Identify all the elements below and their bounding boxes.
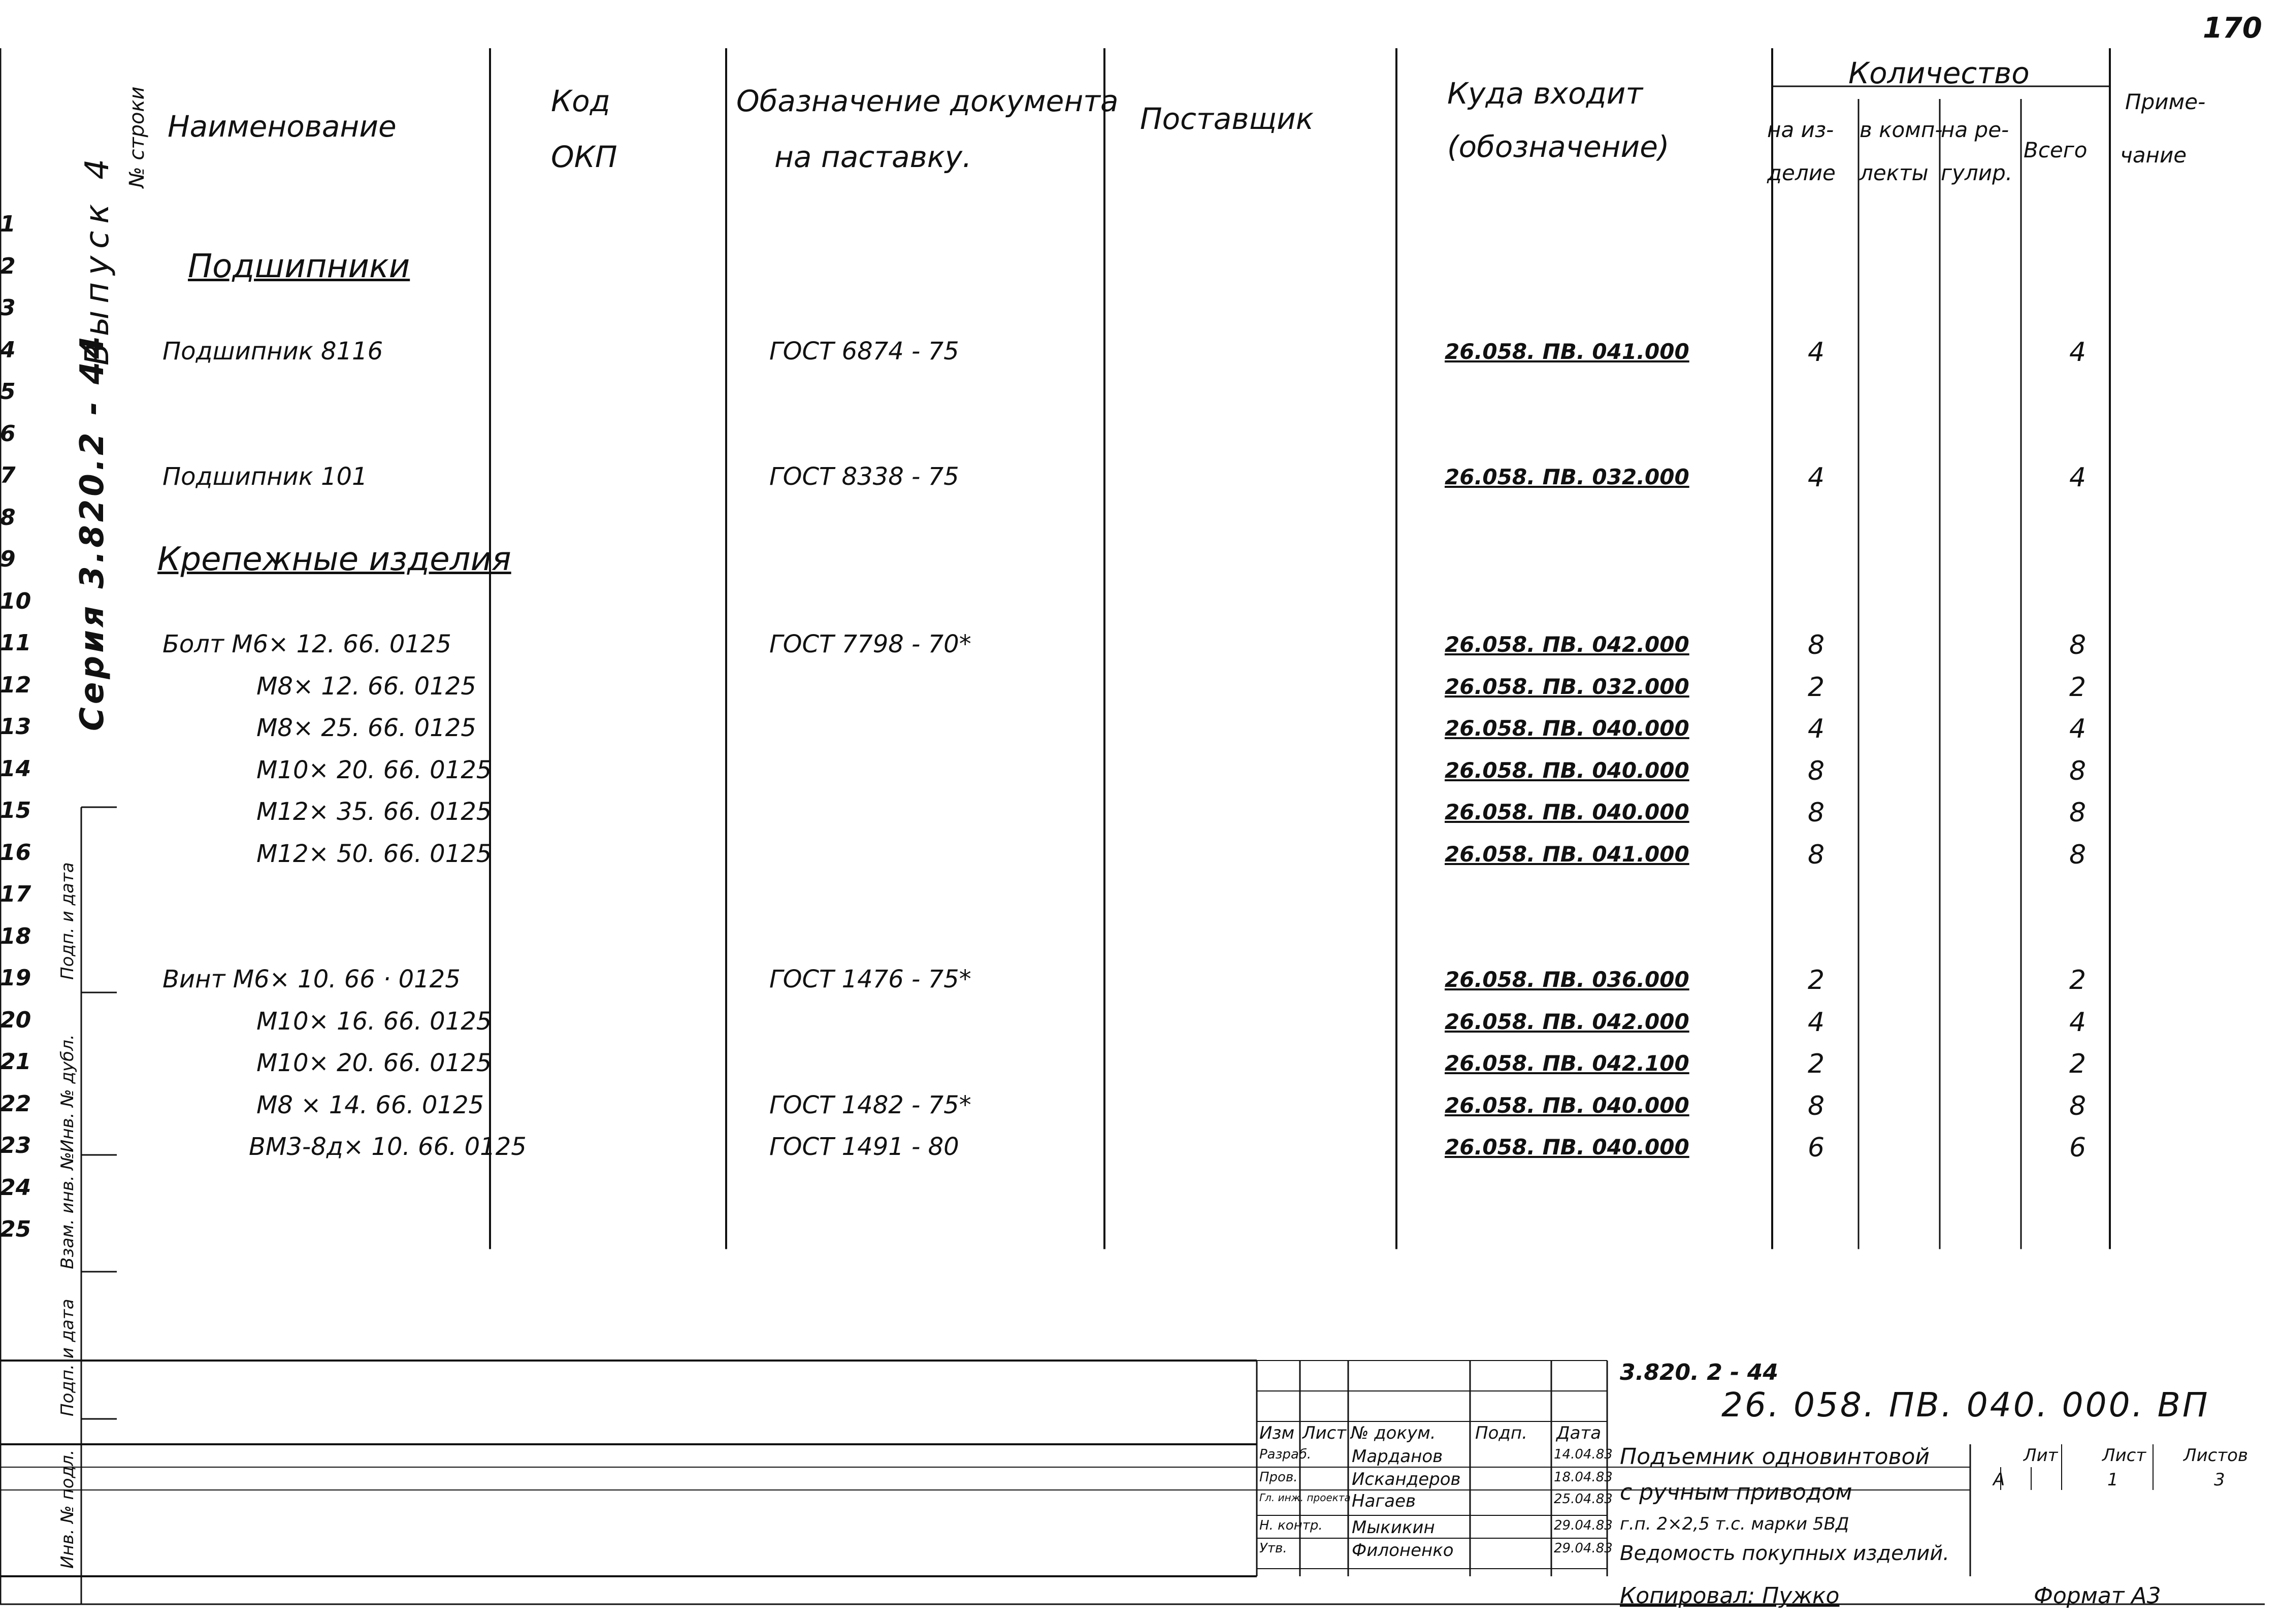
table-cell-qty-per-unit: 8 xyxy=(1808,755,1825,786)
title-block-name: Мыкикин xyxy=(1352,1517,1435,1538)
table-row-number: 17 xyxy=(0,881,31,907)
section-heading: Подшипники xyxy=(188,247,410,285)
header-doc-line1: Обазначение документа xyxy=(736,84,1119,118)
title-block-date: 14.04.83 xyxy=(1554,1447,1613,1462)
title-block-name: Искандеров xyxy=(1352,1469,1461,1489)
table-row-number: 8 xyxy=(0,504,16,531)
table-row-number: 9 xyxy=(0,546,16,572)
table-cell-name: М12× 35. 66. 0125 xyxy=(256,798,492,826)
table-row-number: 15 xyxy=(0,798,31,823)
copied-by: Копировал: Пужко xyxy=(1620,1583,1840,1609)
table-cell-where-used: 26.058. ПВ. 042.000 xyxy=(1445,1009,1689,1034)
table-cell-name: М12× 50. 66. 0125 xyxy=(256,839,492,868)
table-cell-name: М10× 20. 66. 0125 xyxy=(256,1049,492,1077)
table-cell-qty-per-unit: 8 xyxy=(1808,630,1825,660)
header-note-line1: Приме- xyxy=(2125,89,2206,114)
sheets-value: 3 xyxy=(2214,1470,2225,1490)
table-cell-qty-per-unit: 8 xyxy=(1808,798,1825,828)
table-row-number: 6 xyxy=(0,420,16,447)
table-cell-qty-total: 4 xyxy=(2069,1007,2087,1038)
side-field-sign-date: Подп. и дата xyxy=(57,862,78,980)
table-cell-name: ВМ3-8д× 10. 66. 0125 xyxy=(249,1133,527,1161)
table-cell-name: Подшипник 101 xyxy=(162,462,368,491)
table-cell-qty-per-unit: 6 xyxy=(1808,1133,1825,1163)
title-block-name: Филоненко xyxy=(1352,1540,1454,1561)
table-row-number: 10 xyxy=(0,588,31,614)
table-row-number: 7 xyxy=(0,462,16,488)
sheet-value: 1 xyxy=(2107,1470,2118,1490)
header-doc-line2: на паставку. xyxy=(774,140,972,174)
table-cell-document: ГОСТ 1482 - 75* xyxy=(769,1090,971,1119)
table-cell-qty-per-unit: 8 xyxy=(1808,1090,1825,1121)
header-q3-line1: на ре- xyxy=(1941,117,2009,142)
header-q2-line2: лекты xyxy=(1860,160,1929,185)
table-row-number: 12 xyxy=(0,672,31,698)
table-cell-document: ГОСТ 6874 - 75 xyxy=(769,337,959,366)
table-cell-qty-total: 8 xyxy=(2069,839,2087,870)
table-cell-qty-per-unit: 2 xyxy=(1808,965,1825,996)
table-cell-qty-total: 4 xyxy=(2069,714,2087,744)
series-label: Серия 3.820.2 - 44 xyxy=(74,333,111,731)
title-block-date: 18.04.83 xyxy=(1554,1470,1613,1485)
side-field-replace-inv: Взам. инв. № xyxy=(57,1152,78,1269)
lit-value: А xyxy=(1993,1470,2005,1490)
table-row-number: 24 xyxy=(0,1174,31,1201)
product-title-line1: Подъемник одновинтовой xyxy=(1620,1444,1930,1470)
header-q3-line2: гулир. xyxy=(1941,160,2013,185)
table-cell-qty-per-unit: 8 xyxy=(1808,839,1825,870)
table-cell-document: ГОСТ 1491 - 80 xyxy=(769,1133,959,1161)
table-row-number: 14 xyxy=(0,755,31,782)
side-field-orig-inv: Инв. № подл. xyxy=(57,1449,78,1569)
header-q2-line1: в комп- xyxy=(1860,117,1943,142)
table-cell-where-used: 26.058. ПВ. 032.000 xyxy=(1445,465,1689,489)
table-cell-where-used: 26.058. ПВ. 040.000 xyxy=(1445,800,1689,824)
title-block-role: Разраб. xyxy=(1259,1447,1312,1462)
table-cell-where-used: 26.058. ПВ. 042.000 xyxy=(1445,632,1689,657)
header-note-line2: чание xyxy=(2120,143,2187,168)
table-cell-where-used: 26.058. ПВ. 040.000 xyxy=(1445,1135,1689,1159)
document-designation: 26. 058. ПВ. 040. 000. ВП xyxy=(1721,1385,2210,1424)
header-supplier: Поставщик xyxy=(1140,102,1314,136)
table-row-number: 20 xyxy=(0,1007,31,1033)
table-row-number: 21 xyxy=(0,1049,31,1075)
side-field-dup-inv: Инв. № дубл. xyxy=(57,1034,78,1152)
table-row-number: 25 xyxy=(0,1216,31,1242)
header-where-line2: (обозначение) xyxy=(1447,129,1670,164)
product-title-line3: г.п. 2×2,5 т.с. марки 5ВД xyxy=(1620,1514,1849,1534)
table-cell-qty-total: 8 xyxy=(2069,798,2087,828)
section-heading: Крепежные изделия xyxy=(157,541,511,578)
table-cell-where-used: 26.058. ПВ. 042.100 xyxy=(1445,1051,1689,1076)
header-q1-line1: на из- xyxy=(1767,117,1834,142)
product-title-line4: Ведомость покупных изделий. xyxy=(1620,1542,1949,1565)
title-block-role: Утв. xyxy=(1259,1541,1287,1556)
table-cell-where-used: 26.058. ПВ. 040.000 xyxy=(1445,1092,1689,1118)
header-quantity: Количество xyxy=(1848,56,2030,90)
table-cell-qty-per-unit: 4 xyxy=(1808,1007,1825,1038)
table-row-number: 2 xyxy=(0,253,16,279)
page-number: 170 xyxy=(2203,12,2262,45)
sheets-label: Листов xyxy=(2183,1445,2248,1466)
table-row-number: 19 xyxy=(0,965,31,991)
header-q1-line2: делие xyxy=(1767,160,1836,185)
table-cell-document: ГОСТ 1476 - 75* xyxy=(769,965,971,993)
title-block-name: Нагаев xyxy=(1352,1491,1416,1511)
title-block-col-header: Подп. xyxy=(1475,1423,1527,1443)
title-block-name: Марданов xyxy=(1352,1446,1443,1467)
table-cell-where-used: 26.058. ПВ. 036.000 xyxy=(1445,967,1689,992)
table-cell-name: Болт М6× 12. 66. 0125 xyxy=(162,630,451,658)
table-row-number: 16 xyxy=(0,839,31,866)
table-row-number: 13 xyxy=(0,714,31,740)
table-row-number: 23 xyxy=(0,1133,31,1158)
table-cell-document: ГОСТ 7798 - 70* xyxy=(769,630,971,658)
table-cell-name: Винт М6× 10. 66 · 0125 xyxy=(162,965,461,993)
title-block-col-header: № докум. xyxy=(1351,1423,1436,1443)
table-cell-name: М10× 16. 66. 0125 xyxy=(256,1007,492,1036)
table-cell-qty-total: 8 xyxy=(2069,1090,2087,1121)
lit-label: Лит xyxy=(2024,1445,2058,1466)
header-total: Всего xyxy=(2024,138,2088,162)
table-cell-name: Подшипник 8116 xyxy=(162,337,383,366)
header-code-line1: Код xyxy=(551,84,610,118)
issue-label: Выпуск 4 xyxy=(79,151,116,366)
title-block-role: Пров. xyxy=(1259,1470,1298,1485)
table-row-number: 4 xyxy=(0,337,16,363)
table-cell-qty-total: 8 xyxy=(2069,630,2087,660)
table-cell-where-used: 26.058. ПВ. 032.000 xyxy=(1445,674,1689,699)
table-row-number: 1 xyxy=(0,211,16,237)
table-cell-qty-per-unit: 4 xyxy=(1808,337,1825,368)
title-block-date: 29.04.83 xyxy=(1554,1518,1613,1533)
table-cell-qty-total: 6 xyxy=(2069,1133,2087,1163)
header-name: Наименование xyxy=(168,109,397,144)
table-cell-qty-total: 8 xyxy=(2069,755,2087,786)
table-cell-where-used: 26.058. ПВ. 040.000 xyxy=(1445,757,1689,783)
table-cell-qty-total: 2 xyxy=(2069,965,2087,996)
table-cell-qty-per-unit: 4 xyxy=(1808,462,1825,493)
table-cell-name: М8 × 14. 66. 0125 xyxy=(256,1090,484,1119)
title-block-col-header: Дата xyxy=(1556,1423,1602,1443)
table-row-number: 22 xyxy=(0,1090,31,1117)
side-field-sign-date-2: Подп. и дата xyxy=(57,1299,78,1416)
table-row-number: 11 xyxy=(0,630,31,656)
header-row-no: № строки xyxy=(125,86,149,188)
table-cell-where-used: 26.058. ПВ. 041.000 xyxy=(1445,841,1689,867)
table-cell-name: М10× 20. 66. 0125 xyxy=(256,755,492,784)
header-where-line1: Куда входит xyxy=(1447,76,1643,111)
title-block-role: Н. контр. xyxy=(1259,1518,1323,1533)
table-cell-document: ГОСТ 8338 - 75 xyxy=(769,462,959,491)
table-cell-name: М8× 12. 66. 0125 xyxy=(256,672,476,701)
table-cell-qty-per-unit: 2 xyxy=(1808,1049,1825,1079)
table-cell-where-used: 26.058. ПВ. 040.000 xyxy=(1445,716,1689,741)
table-cell-name: М8× 25. 66. 0125 xyxy=(256,714,476,742)
table-cell-qty-total: 4 xyxy=(2069,337,2087,368)
table-cell-qty-total: 2 xyxy=(2069,1049,2087,1079)
product-title-line2: с ручным приводом xyxy=(1620,1479,1852,1505)
title-block-date: 29.04.83 xyxy=(1554,1541,1613,1556)
table-cell-qty-total: 4 xyxy=(2069,462,2087,493)
table-cell-where-used: 26.058. ПВ. 041.000 xyxy=(1445,339,1689,364)
table-row-number: 5 xyxy=(0,379,16,405)
sheet-format: Формат А3 xyxy=(2034,1583,2161,1609)
table-cell-qty-total: 2 xyxy=(2069,672,2087,703)
title-block-col-header: Лист xyxy=(1302,1423,1347,1443)
title-block-date: 25.04.83 xyxy=(1554,1492,1613,1507)
table-row-number: 3 xyxy=(0,295,16,321)
header-code-line2: ОКП xyxy=(551,140,617,174)
title-block-role: Гл. инж. проекта xyxy=(1259,1492,1351,1504)
sheet-label: Лист xyxy=(2102,1445,2146,1466)
table-cell-qty-per-unit: 4 xyxy=(1808,714,1825,744)
table-row-number: 18 xyxy=(0,923,31,949)
table-cell-qty-per-unit: 2 xyxy=(1808,672,1825,703)
title-block-col-header: Изм xyxy=(1259,1423,1295,1443)
series-code: 3.820. 2 - 44 xyxy=(1620,1360,1778,1385)
